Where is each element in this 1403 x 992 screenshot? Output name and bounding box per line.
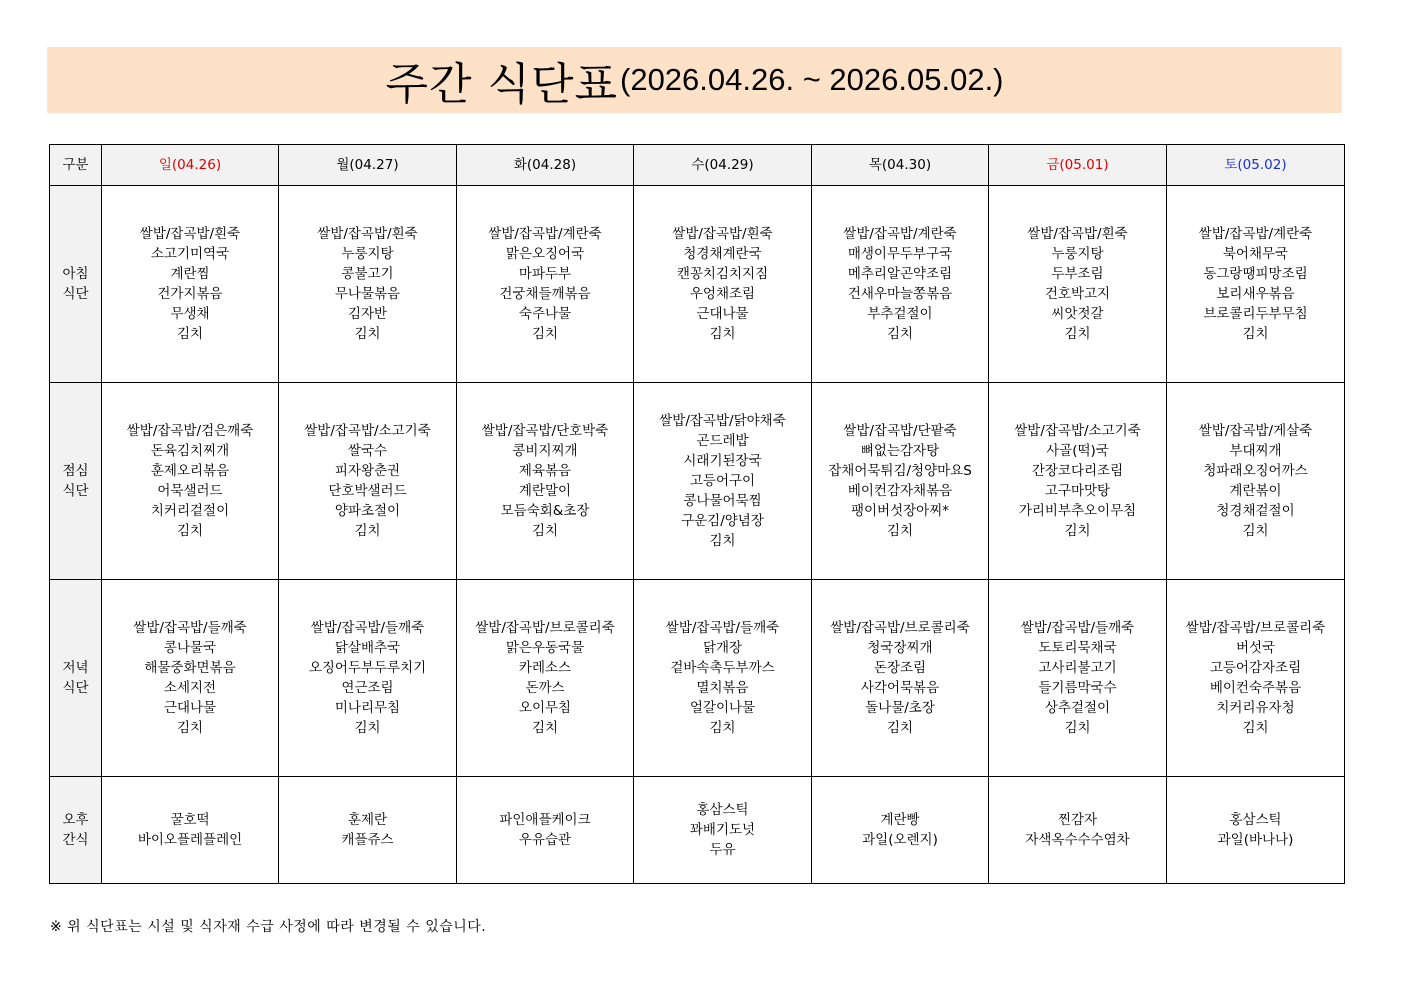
menu-item: 홍삼스틱 bbox=[696, 802, 749, 818]
day-header-tue: 화(04.28) bbox=[457, 145, 634, 186]
snack-cell bbox=[1167, 777, 1345, 884]
menu-item: 과일(바나나) bbox=[1217, 832, 1294, 848]
menu-item: 청파래오징어까스 bbox=[1203, 463, 1308, 479]
header-row bbox=[50, 145, 1345, 186]
menu-item: 김치 bbox=[1242, 326, 1269, 342]
menu-item: 청경채겉절이 bbox=[1216, 503, 1295, 519]
snack-cell bbox=[989, 777, 1167, 884]
dinner-cell bbox=[1167, 580, 1345, 777]
menu-item: 간장코다리조림 bbox=[1031, 463, 1124, 479]
menu-item: 겉바속촉두부까스 bbox=[670, 660, 775, 676]
snack-cell bbox=[812, 777, 989, 884]
menu-item: 곤드레밥 bbox=[696, 433, 749, 449]
menu-item: 김치 bbox=[1064, 720, 1091, 736]
menu-item: 캐플쥬스 bbox=[341, 832, 394, 848]
menu-item: 맑은우동국물 bbox=[505, 640, 585, 656]
menu-item: 돈까스 bbox=[525, 680, 565, 696]
menu-item: 미나리무침 bbox=[334, 700, 401, 716]
lunch-cell bbox=[989, 383, 1167, 580]
menu-item: 근대나물 bbox=[163, 700, 217, 716]
menu-item: 쌀밥/잡곡밥/게살죽 bbox=[1198, 423, 1313, 439]
menu-item: 쌀밥/잡곡밥/들깨죽 bbox=[665, 620, 780, 636]
menu-item: 김치 bbox=[709, 720, 736, 736]
dinner-row-label bbox=[50, 580, 102, 777]
menu-item: 청국장찌개 bbox=[867, 640, 933, 656]
day-header-wed: 수(04.29) bbox=[634, 145, 812, 186]
menu-item: 구운김/양념장 bbox=[681, 513, 764, 529]
menu-item: 자색옥수수수염차 bbox=[1025, 832, 1130, 848]
menu-item: 건가지볶음 bbox=[157, 286, 223, 302]
snack-cell bbox=[634, 777, 812, 884]
menu-item: 메추리알곤약조림 bbox=[847, 266, 953, 282]
lunch-cell bbox=[1167, 383, 1345, 580]
row-label-text: 간식 bbox=[62, 832, 89, 848]
menu-item: 쌀밥/잡곡밥/브로콜리죽 bbox=[475, 620, 615, 636]
menu-item: 김치 bbox=[354, 326, 381, 342]
menu-item: 바이오플레플레인 bbox=[137, 832, 243, 848]
menu-item: 오이무침 bbox=[518, 700, 572, 716]
lunch-cell bbox=[634, 383, 812, 580]
menu-item: 얼갈이나물 bbox=[689, 700, 756, 716]
menu-item: 제육볶음 bbox=[518, 463, 572, 479]
menu-item: 베이컨숙주볶음 bbox=[1209, 680, 1302, 696]
menu-item: 건궁채들깨볶음 bbox=[499, 286, 591, 302]
breakfast-cell bbox=[634, 186, 812, 383]
row-label-text: 오후 bbox=[62, 812, 89, 828]
menu-item: 캔꽁치김치지짐 bbox=[676, 266, 769, 282]
menu-item: 쌀밥/잡곡밥/흰죽 bbox=[1027, 226, 1128, 242]
menu-item: 쌀밥/잡곡밥/계란죽 bbox=[488, 226, 602, 242]
menu-item: 부추겉절이 bbox=[867, 306, 933, 322]
menu-item: 숙주나물 bbox=[518, 306, 572, 322]
menu-item: 어묵샐러드 bbox=[157, 483, 223, 499]
menu-item: 우유습관 bbox=[518, 832, 572, 848]
menu-item: 마파두부 bbox=[518, 266, 572, 282]
breakfast-row bbox=[50, 186, 1345, 383]
menu-item: 부대찌개 bbox=[1229, 443, 1282, 459]
breakfast-cell bbox=[812, 186, 989, 383]
menu-item: 버섯국 bbox=[1235, 640, 1276, 656]
breakfast-cell bbox=[989, 186, 1167, 383]
menu-item: 고구마맛탕 bbox=[1044, 483, 1111, 499]
menu-item: 계란찜 bbox=[170, 266, 210, 282]
menu-item: 닭개장 bbox=[702, 640, 743, 656]
menu-item: 돈장조림 bbox=[873, 660, 927, 676]
menu-item: 콩불고기 bbox=[341, 266, 394, 282]
row-label-text: 식단 bbox=[62, 680, 89, 696]
menu-item: 파인애플케이크 bbox=[499, 812, 591, 828]
menu-item: 모듬숙회&초장 bbox=[500, 503, 590, 519]
menu-item: 김치 bbox=[886, 326, 914, 342]
menu-item: 콩비지찌개 bbox=[512, 443, 578, 459]
menu-item: 김치 bbox=[886, 720, 914, 736]
menu-item: 과일(오렌지) bbox=[862, 832, 938, 848]
day-header-sat: 토(05.02) bbox=[1167, 145, 1345, 186]
menu-item: 김치 bbox=[1064, 523, 1091, 539]
menu-item: 김치 bbox=[531, 326, 559, 342]
menu-item: 소고기미역국 bbox=[150, 246, 230, 262]
lunch-cell bbox=[279, 383, 457, 580]
menu-item: 김치 bbox=[709, 326, 736, 342]
menu-item: 북어채무국 bbox=[1222, 246, 1289, 262]
breakfast-cell bbox=[102, 186, 279, 383]
menu-item: 뼈없는감자탕 bbox=[860, 443, 940, 459]
menu-item: 쌀밥/잡곡밥/흰죽 bbox=[139, 226, 241, 242]
dinner-cell bbox=[634, 580, 812, 777]
menu-item: 잡채어묵튀김/청양마요S bbox=[828, 463, 972, 479]
lunch-row bbox=[50, 383, 1345, 580]
menu-item: 무생채 bbox=[170, 306, 210, 322]
menu-item: 쌀밥/잡곡밥/계란죽 bbox=[1198, 226, 1313, 242]
menu-item: 고등어구이 bbox=[689, 473, 756, 489]
menu-item: 양파초절이 bbox=[334, 503, 401, 519]
menu-item: 베이컨감자채볶음 bbox=[847, 483, 953, 499]
menu-item: 꽈배기도넛 bbox=[689, 822, 756, 838]
menu-item: 소세지전 bbox=[163, 680, 217, 696]
menu-item: 쌀밥/잡곡밥/흰죽 bbox=[672, 226, 773, 242]
menu-item: 김치 bbox=[1242, 720, 1269, 736]
menu-item: 훈제오리볶음 bbox=[150, 463, 230, 479]
snack-cell bbox=[457, 777, 634, 884]
menu-item: 김치 bbox=[709, 533, 736, 549]
menu-item: 고사리불고기 bbox=[1038, 660, 1117, 676]
menu-item: 김치 bbox=[176, 523, 204, 539]
menu-item: 오징어두부두루치기 bbox=[308, 660, 427, 676]
category-header: 구분 bbox=[50, 145, 102, 186]
menu-item: 시래기된장국 bbox=[683, 453, 762, 469]
menu-item: 쌀국수 bbox=[347, 443, 388, 459]
menu-item: 연근조림 bbox=[341, 680, 394, 696]
snack-cell bbox=[279, 777, 457, 884]
menu-item: 쌀밥/잡곡밥/단팥죽 bbox=[843, 423, 957, 439]
menu-item: 김자반 bbox=[347, 306, 388, 322]
menu-item: 콩나물어묵찜 bbox=[683, 493, 762, 509]
dinner-cell bbox=[812, 580, 989, 777]
menu-item: 브로콜리두부무침 bbox=[1203, 306, 1308, 322]
day-header-sun: 일(04.26) bbox=[102, 145, 279, 186]
menu-item: 매생이무두부구국 bbox=[847, 246, 953, 262]
menu-item: 단호박샐러드 bbox=[328, 483, 407, 499]
menu-item: 김치 bbox=[354, 720, 381, 736]
menu-table bbox=[49, 144, 1345, 884]
menu-item: 쌀밥/잡곡밥/닭야채죽 bbox=[659, 413, 786, 429]
snack-row-label bbox=[50, 777, 102, 884]
menu-item: 쌀밥/잡곡밥/소고기죽 bbox=[1014, 423, 1141, 439]
menu-item: 김치 bbox=[1064, 326, 1091, 342]
menu-item: 피자왕춘권 bbox=[334, 463, 401, 479]
menu-item: 누룽지탕 bbox=[1051, 246, 1104, 262]
menu-item: 상추겉절이 bbox=[1044, 700, 1111, 716]
menu-item: 건호박고지 bbox=[1044, 286, 1111, 302]
page-title: 주간 식단표 bbox=[385, 59, 618, 110]
menu-item: 보리새우볶음 bbox=[1216, 286, 1295, 302]
menu-item: 해물중화면볶음 bbox=[144, 660, 236, 676]
menu-item: 청경채계란국 bbox=[683, 246, 762, 262]
row-label-text: 식단 bbox=[62, 483, 89, 499]
menu-item: 도토리묵채국 bbox=[1038, 640, 1117, 656]
menu-item: 김치 bbox=[531, 523, 559, 539]
menu-item: 사각어묵볶음 bbox=[860, 680, 940, 696]
lunch-row-label bbox=[50, 383, 102, 580]
snack-row bbox=[50, 777, 1345, 884]
menu-item: 김치 bbox=[531, 720, 559, 736]
menu-item: 계란볶이 bbox=[1229, 483, 1282, 499]
dinner-cell bbox=[457, 580, 634, 777]
menu-item: 두부조림 bbox=[1051, 266, 1104, 282]
menu-item: 근대나물 bbox=[696, 306, 749, 322]
row-label-text: 저녁 bbox=[62, 660, 89, 676]
lunch-cell bbox=[457, 383, 634, 580]
menu-item: 쌀밥/잡곡밥/단호박죽 bbox=[481, 423, 609, 439]
day-header-thu: 목(04.30) bbox=[812, 145, 989, 186]
breakfast-cell bbox=[279, 186, 457, 383]
menu-item: 씨앗젓갈 bbox=[1051, 306, 1104, 322]
breakfast-cell bbox=[1167, 186, 1345, 383]
dinner-cell bbox=[102, 580, 279, 777]
menu-item: 꿀호떡 bbox=[170, 812, 210, 828]
menu-item: 가리비부추오이무침 bbox=[1018, 503, 1137, 519]
menu-item: 쌀밥/잡곡밥/브로콜리죽 bbox=[830, 620, 970, 636]
day-header-mon: 월(04.27) bbox=[279, 145, 457, 186]
menu-item: 돈육김치찌개 bbox=[150, 443, 230, 459]
menu-item: 쌀밥/잡곡밥/흰죽 bbox=[317, 226, 418, 242]
menu-item: 동그랑땡피망조림 bbox=[1203, 266, 1308, 282]
menu-item: 들기름막국수 bbox=[1038, 680, 1117, 696]
row-label-text: 점심 bbox=[62, 463, 89, 479]
dinner-cell bbox=[989, 580, 1167, 777]
menu-item: 닭살배추국 bbox=[334, 640, 401, 656]
row-label-text: 아침 bbox=[62, 266, 89, 282]
menu-item: 쌀밥/잡곡밥/검은깨죽 bbox=[126, 423, 254, 439]
breakfast-cell bbox=[457, 186, 634, 383]
menu-item: 쌀밥/잡곡밥/소고기죽 bbox=[304, 423, 431, 439]
menu-item: 쌀밥/잡곡밥/들깨죽 bbox=[1020, 620, 1135, 636]
menu-item: 김치 bbox=[176, 720, 204, 736]
row-label-text: 식단 bbox=[62, 286, 89, 302]
menu-item: 계란빵 bbox=[880, 812, 920, 828]
menu-item: 치커리유자청 bbox=[1216, 700, 1295, 716]
menu-item: 맑은오징어국 bbox=[505, 246, 585, 262]
date-range: (2026.04.26. ~ 2026.05.02.) bbox=[620, 62, 1004, 97]
menu-item: 돌나물/초장 bbox=[865, 700, 935, 716]
menu-item: 찐감자 bbox=[1057, 812, 1098, 828]
menu-item: 콩나물국 bbox=[163, 640, 217, 656]
menu-item: 치커리겉절이 bbox=[150, 503, 230, 519]
footnote: ※ 위 식단표는 시설 및 식자재 수급 사정에 따라 변경될 수 있습니다. bbox=[50, 919, 487, 935]
menu-item: 무나물볶음 bbox=[334, 286, 401, 302]
menu-item: 계란말이 bbox=[518, 483, 572, 499]
lunch-cell bbox=[812, 383, 989, 580]
menu-item: 쌀밥/잡곡밥/들깨죽 bbox=[133, 620, 247, 636]
menu-item: 두유 bbox=[709, 842, 736, 858]
menu-item: 홍삼스틱 bbox=[1229, 812, 1282, 828]
menu-item: 멸치볶음 bbox=[696, 680, 749, 696]
menu-item: 김치 bbox=[1242, 523, 1269, 539]
menu-item: 김치 bbox=[354, 523, 381, 539]
day-header-fri: 금(05.01) bbox=[989, 145, 1167, 186]
menu-item: 사골(떡)국 bbox=[1046, 443, 1109, 459]
menu-item: 카레소스 bbox=[518, 660, 572, 676]
menu-item: 쌀밥/잡곡밥/계란죽 bbox=[843, 226, 957, 242]
dinner-cell bbox=[279, 580, 457, 777]
dinner-row bbox=[50, 580, 1345, 777]
menu-item: 김치 bbox=[886, 523, 914, 539]
menu-item: 누룽지탕 bbox=[341, 246, 394, 262]
breakfast-row-label bbox=[50, 186, 102, 383]
menu-item: 쌀밥/잡곡밥/브로콜리죽 bbox=[1185, 620, 1326, 636]
menu-item: 우엉채조림 bbox=[689, 286, 756, 302]
menu-item: 팽이버섯장아찌* bbox=[850, 503, 950, 519]
lunch-cell bbox=[102, 383, 279, 580]
menu-item: 훈제란 bbox=[347, 812, 388, 828]
title-bar bbox=[47, 47, 1342, 113]
menu-item: 건새우마늘쫑볶음 bbox=[847, 286, 953, 302]
menu-item: 김치 bbox=[176, 326, 204, 342]
menu-item: 고등어감자조림 bbox=[1209, 660, 1302, 676]
menu-item: 쌀밥/잡곡밥/들깨죽 bbox=[310, 620, 425, 636]
snack-cell bbox=[102, 777, 279, 884]
